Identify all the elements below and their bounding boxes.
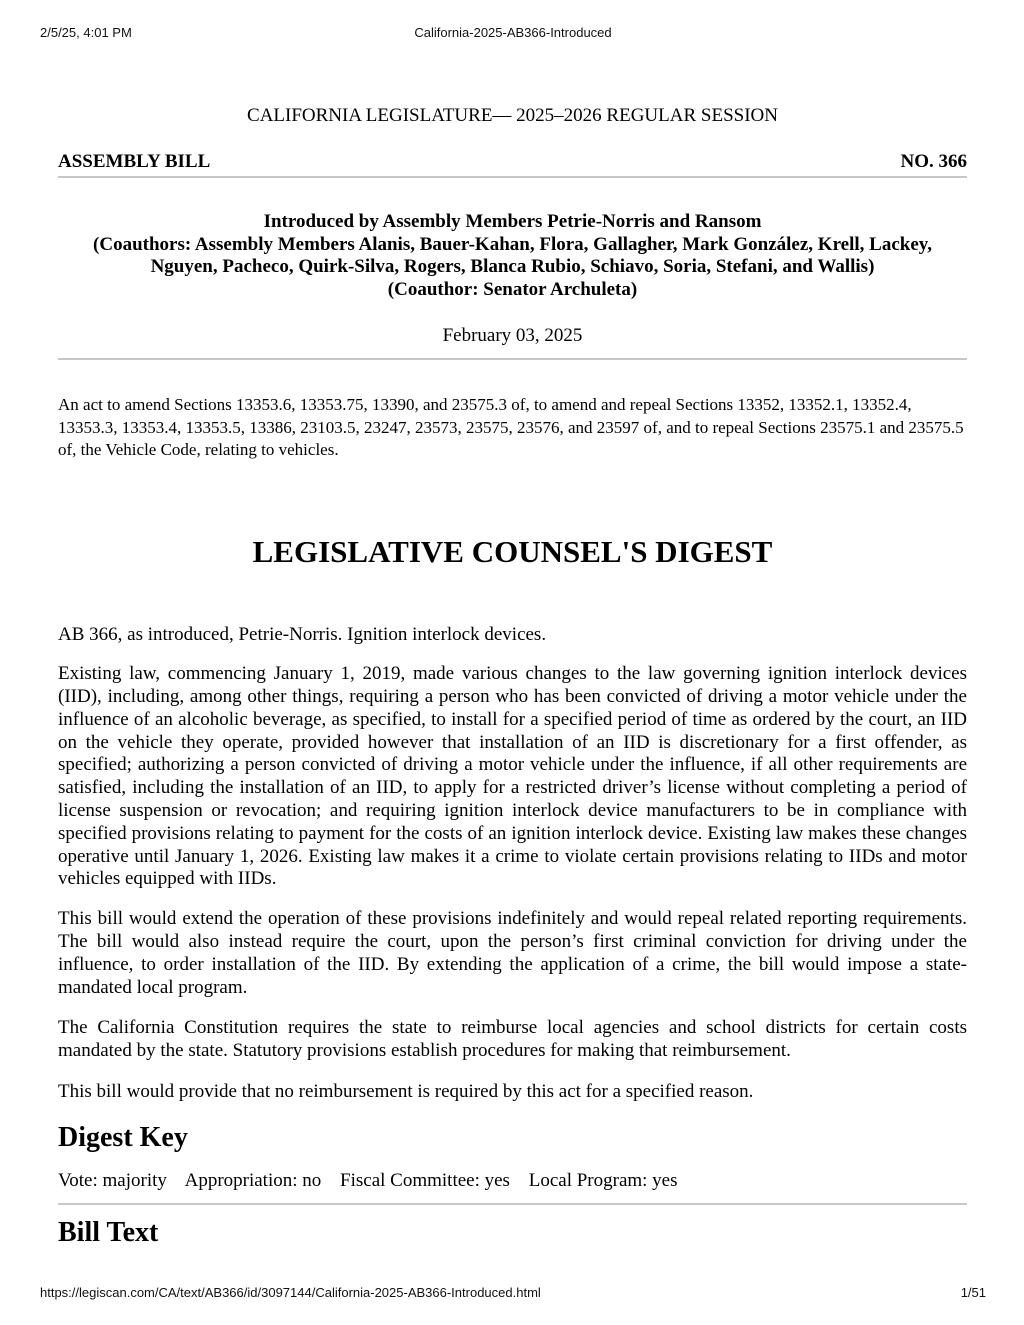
digest-key-appropriation: Appropriation: no — [184, 1169, 322, 1191]
coauthors-assembly: (Coauthors: Assembly Members Alanis, Bauer-Kahan, Flora, Gallagher, Mark González, Krell, Lackey, Nguyen, Pacheco, Quirk-Silva, Rogers, Blanca Rubio, Schiavo, Soria, Stefani, and Wallis) — [93, 233, 932, 277]
bill-text-heading: Bill Text — [58, 1216, 159, 1248]
introduced-by: Introduced by Assembly Members Petrie-Norris and Ransom — [263, 211, 762, 232]
print-page-number: 1/51 — [960, 1285, 986, 1300]
print-title: California-2025-AB366-Introduced — [414, 25, 612, 40]
digest-key-fiscal-committee: Fiscal Committee: yes — [340, 1169, 510, 1191]
coauthor-senate: (Coauthor: Senator Archuleta) — [387, 278, 638, 300]
print-datetime: 2/5/25, 4:01 PM — [40, 25, 132, 40]
digest-key-local-program: Local Program: yes — [528, 1169, 678, 1191]
print-header — [40, 25, 986, 43]
print-url: https://legiscan.com/CA/text/AB366/id/3097144/California-2025-AB366-Introduced.html — [40, 1285, 541, 1300]
bill-document — [58, 102, 967, 1251]
act-description: An act to amend Sections 13353.6, 13353.75, 13390, and 23575.3 of, to amend and repeal Sections 13352, 13352.1, 13352.4, 13353.3, 13353.4, 13353.5, 13386, 23103.5, 23247, 23573, 23575, 23576, and 23597 of, and to repeal Sections 23575.1 and 23575.5 of, the Vehicle Code, relating to vehicles. — [58, 395, 964, 459]
introduced-date: February 03, 2025 — [58, 324, 967, 360]
bill-number: NO. 366 — [900, 151, 967, 172]
bill-identifier-row — [58, 150, 967, 178]
digest-paragraph-constitution: The California Constitution requires the state to reimburse local agencies and school districts for certain costs mandated by the state. Statutory provisions establish procedures for making that reimbursement. — [58, 1017, 967, 1062]
digest-paragraph-reimbursement: This bill would provide that no reimbursement is required by this act for a specified reason. — [58, 1081, 754, 1103]
digest-key-row — [58, 1169, 967, 1205]
digest-key-vote: Vote: majority — [58, 1169, 167, 1191]
digest-key-heading: Digest Key — [58, 1121, 188, 1153]
digest-summary: AB 366, as introduced, Petrie-Norris. Ignition interlock devices. — [58, 623, 547, 645]
digest-title: LEGISLATIVE COUNSEL'S DIGEST — [252, 533, 773, 569]
print-footer — [40, 1285, 986, 1303]
session-title: CALIFORNIA LEGISLATURE— 2025–2026 REGULAR SESSION — [247, 105, 778, 126]
digest-paragraph-existing-law: Existing law, commencing January 1, 2019, made various changes to the law governing ignition interlock devices (IID), including, among other things, requiring a person who has been convicted of driving a motor vehicle under the influence of an alcoholic beverage, as specified, to install for a specified period of time as ordered by the court, an IID on the vehicle they operate, provided however that installation of an IID is discretionary for a first offender, as specified; authorizing a person convicted of driving a motor vehicle under the influence, if all other requirements are satisfied, including the installation of an IID, to apply for a restricted driver’s license without completing a period of license suspension or revocation; and requiring ignition interlock device manufacturers to be in compliance with specified provisions relating to payment for the costs of an ignition interlock device. Existing law makes these changes operative until January 1, 2026. Existing law makes it a crime to violate certain provisions relating to IIDs and motor vehicles equipped with IIDs. — [58, 663, 967, 890]
bill-type: ASSEMBLY BILL — [58, 151, 211, 172]
authors-block — [58, 211, 967, 301]
digest-paragraph-bill-effect: This bill would extend the operation of these provisions indefinitely and would repeal related reporting requirements. The bill would also instead require the court, upon the person’s first criminal conviction for driving under the influence, to order installation of the IID. By extending the application of a crime, the bill would impose a state-mandated local program. — [58, 908, 967, 998]
